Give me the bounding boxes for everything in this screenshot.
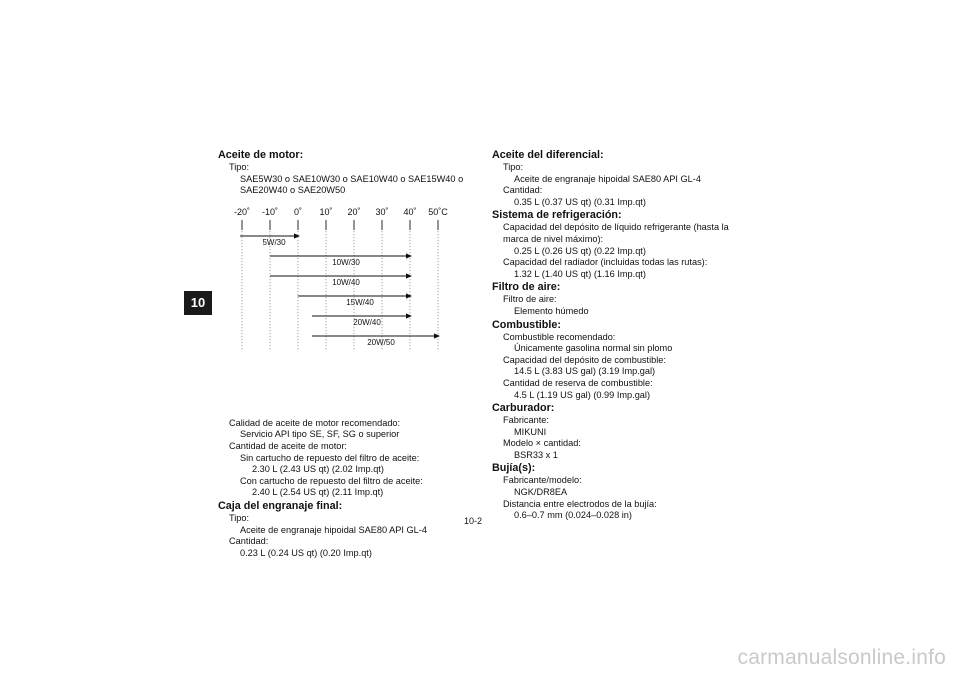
differential-heading: Aceite del diferencial: <box>492 149 604 161</box>
radiator-label: Capacidad del radiador (incluidas todas las rutas): <box>503 257 708 268</box>
reservoir-label-1: Capacidad del depósito de líquido refrigerante (hasta la <box>503 222 729 233</box>
final-gear-qty-label: Cantidad: <box>229 536 269 547</box>
final-gear-heading: Caja del engranaje final: <box>218 499 343 512</box>
carburetor-heading: Carburador: <box>492 402 555 415</box>
fuel-heading: Combustible: <box>492 318 561 331</box>
air-filter-value: Elemento húmedo <box>514 305 589 316</box>
oil-viscosity-chart <box>228 205 450 355</box>
with-filter-label: Con cartucho de repuesto del filtro de aceite: <box>240 475 423 486</box>
cooling-heading: Sistema de refrigeración: <box>492 209 622 222</box>
spark-plug-maker-label: Fabricante/modelo: <box>503 475 582 486</box>
air-filter-label: Filtro de aire: <box>503 294 557 305</box>
air-filter-heading: Filtro de aire: <box>492 281 561 294</box>
chart-tick-label: 50˚C <box>428 207 448 217</box>
fuel-tank-value: 14.5 L (3.83 US gal) (3.19 Imp.gal) <box>514 366 656 377</box>
chart-tick-label: 40˚ <box>403 207 417 217</box>
spark-plug-maker-value: NGK/DR8EA <box>514 487 568 498</box>
differential-type-label: Tipo: <box>503 162 524 172</box>
chart-tick-label: 10˚ <box>319 207 333 217</box>
final-gear-type-value: Aceite de engranaje hipoidal SAE80 API GL-4 <box>240 524 427 535</box>
spark-plug-gap-value: 0.6–0.7 mm (0.024–0.028 in) <box>514 510 632 521</box>
engine-oil-details <box>218 418 480 499</box>
chart-tick-label: 20˚ <box>347 207 361 217</box>
oil-quality-value: Servicio API tipo SE, SF, SG o superior <box>240 429 400 440</box>
chart-series-label: 20W/50 <box>367 338 395 347</box>
chart-tick-label: 30˚ <box>375 207 389 217</box>
chart-arrow-head <box>406 253 412 258</box>
chart-arrow-head <box>434 333 440 338</box>
engine-oil-type-line1: SAE5W30 o SAE10W30 o SAE10W40 o SAE15W40 o <box>240 173 464 184</box>
differential-qty-value: 0.35 L (0.37 US qt) (0.31 Imp.qt) <box>514 196 646 207</box>
chapter-tab: 10 <box>184 291 212 315</box>
carburetor-maker-label: Fabricante: <box>503 415 549 426</box>
chart-tick-label: -20˚ <box>233 207 251 217</box>
spark-plug-heading: Bujía(s): <box>492 462 536 475</box>
watermark: carmanualsonline.info <box>737 646 946 669</box>
chart-series-label: 10W/30 <box>332 258 360 267</box>
differential-qty-label: Cantidad: <box>503 185 543 196</box>
chart-series-label: 5W/30 <box>262 238 286 247</box>
engine-oil-heading: Aceite de motor: <box>218 149 304 161</box>
oil-quality-label: Calidad de aceite de motor recomendado: <box>229 417 401 428</box>
final-gear-qty-value: 0.23 L (0.24 US qt) (0.20 Imp.qt) <box>240 547 372 558</box>
without-filter-value: 2.30 L (2.43 US qt) (2.02 Imp.qt) <box>252 464 384 475</box>
chart-series-label: 15W/40 <box>346 298 374 307</box>
oil-qty-label: Cantidad de aceite de motor: <box>229 440 347 451</box>
chart-arrow-head <box>294 233 300 238</box>
chart-arrow-head <box>406 273 412 278</box>
fuel-tank-label: Capacidad del depósito de combustible: <box>503 354 666 365</box>
spark-plug-gap-label: Distancia entre electrodos de la bujía: <box>503 498 657 509</box>
fuel-reserve-label: Cantidad de reserva de combustible: <box>503 377 653 388</box>
with-filter-value: 2.40 L (2.54 US qt) (2.11 Imp.qt) <box>252 487 384 498</box>
carburetor-maker-value: MIKUNI <box>514 426 547 437</box>
engine-oil-type-label: Tipo: <box>229 162 250 172</box>
reservoir-label-2: marca de nivel máximo): <box>503 233 604 244</box>
chart-tick-label: -10˚ <box>261 207 279 217</box>
page-number: 10-2 <box>464 516 483 526</box>
chart-bar-group <box>240 233 440 347</box>
chart-arrow-head <box>406 293 412 298</box>
fuel-reserve-value: 4.5 L (1.19 US gal) (0.99 Imp.gal) <box>514 389 651 400</box>
carburetor-model-value: BSR33 x 1 <box>514 449 558 460</box>
without-filter-label: Sin cartucho de repuesto del filtro de aceite: <box>240 452 420 463</box>
chart-tick-label: 0˚ <box>293 207 303 217</box>
chart-series-label: 10W/40 <box>332 278 360 287</box>
fuel-recommended-label: Combustible recomendado: <box>503 331 616 342</box>
chart-series-label: 20W/40 <box>353 318 381 327</box>
engine-oil-type-line2: SAE20W40 o SAE20W50 <box>240 185 346 196</box>
carburetor-model-label: Modelo × cantidad: <box>503 438 581 449</box>
right-column <box>492 148 742 522</box>
radiator-value: 1.32 L (1.40 US qt) (1.16 Imp.qt) <box>514 268 646 279</box>
reservoir-value: 0.25 L (0.26 US qt) (0.22 Imp.qt) <box>514 245 646 256</box>
fuel-recommended-value: Únicamente gasolina normal sin plomo <box>514 343 673 354</box>
final-gear-type-label: Tipo: <box>229 512 250 523</box>
differential-type-value: Aceite de engranaje hipoidal SAE80 API GL-4 <box>514 173 701 184</box>
chart-arrow-head <box>406 313 412 318</box>
